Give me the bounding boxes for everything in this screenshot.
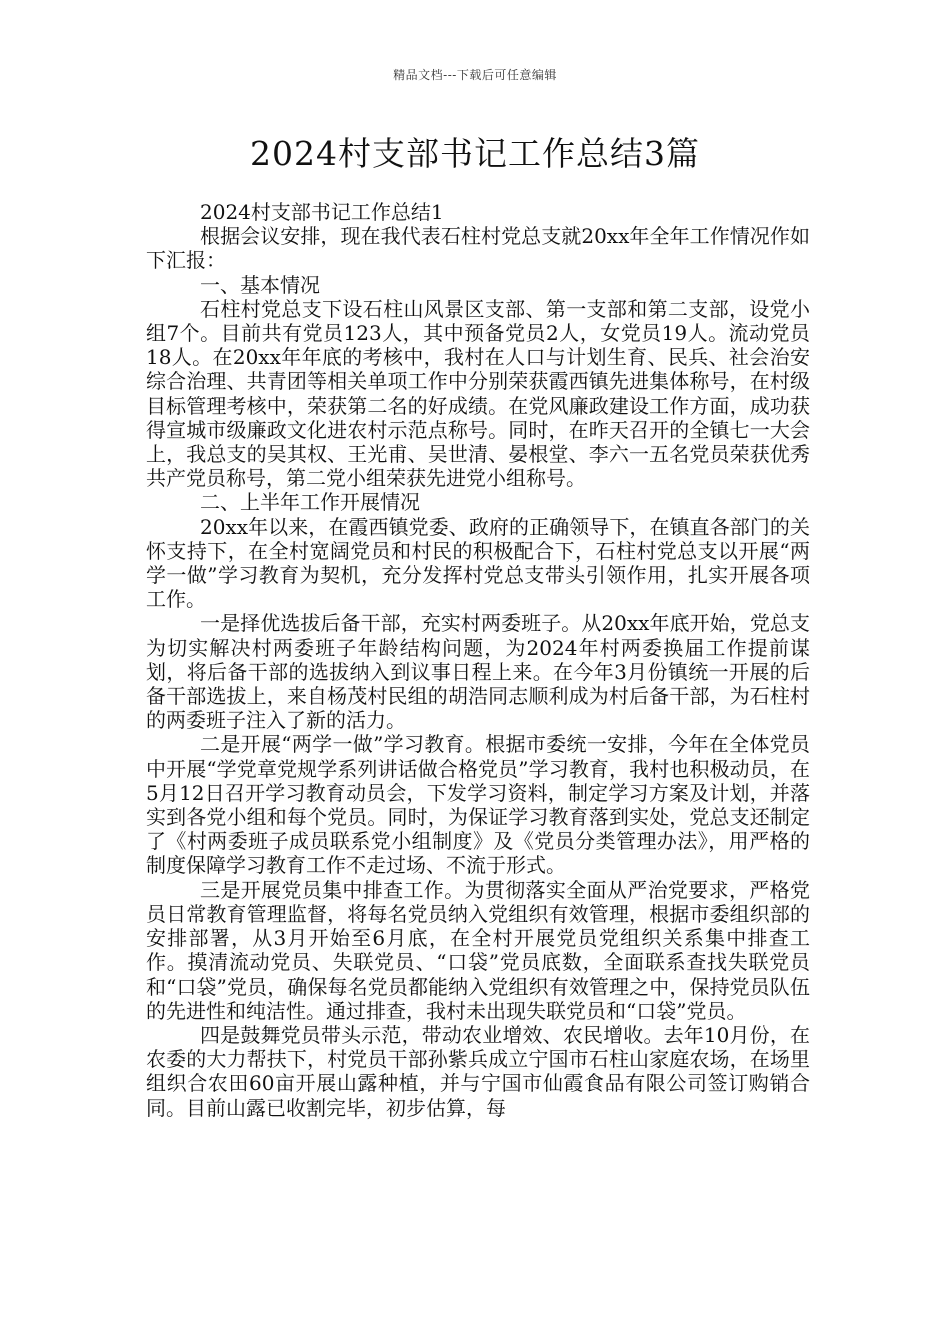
body-paragraph: 二是开展“两学一做”学习教育。根据市委统一安排，今年在全体党员中开展“学党章党规学系列讲话做合格党员”学习教育，我村也积极动员，在5月12日召开学习教育动员会，下发学习资料，制定学习方案及计划，并落实到各党小组和每个党员。同时，为保证学习教育落到实处，党总支还制定了《村两委班子成员联系党小组制度》及《党员分类管理办法》，用严格的制度保障学习教育工作不走过场、不流于形式。 <box>146 732 810 878</box>
body-paragraph: 根据会议安排，现在我代表石柱村党总支就20xx年全年工作情况作如下汇报： <box>146 224 810 273</box>
body-paragraph: 三是开展党员集中排查工作。为贯彻落实全面从严治党要求，严格党员日常教育管理监督，将每名党员纳入党组织有效管理，根据市委组织部的安排部署，从3月开始至6月底，在全村开展党员党组织关系集中排查工作。摸清流动党员、失联党员、“口袋”党员底数，全面联系查找失联党员和“口袋”党员，确保每名党员都能纳入党组织有效管理之中，保持党员队伍的先进性和纯洁性。通过排查，我村未出现失联党员和“口袋”党员。 <box>146 877 810 1023</box>
section-heading: 二、上半年工作开展情况 <box>200 490 420 515</box>
document-title: 2024村支部书记工作总结3篇 <box>250 134 700 173</box>
header-note: 精品文档---下载后可任意编辑 <box>393 68 557 82</box>
section-heading: 一、基本情况 <box>200 272 320 297</box>
body-paragraph: 石柱村党总支下设石柱山风景区支部、第一支部和第二支部，设党小组7个。目前共有党员123人，其中预备党员2人，女党员19人。流动党员18人。在20xx年年底的考核中，我村在人口与计划生育、民兵、社会治安综合治理、共青团等相关单项工作中分别荣获霞西镇先进集体称号，在村级目标管理考核中，荣获第二名的好成绩。在党风廉政建设工作方面，成功获得宣城市级廉政文化进农村示范点称号。同时，在昨天召开的全镇七一大会上，我总支的吴其权、王光甫、吴世清、晏根堂、李六一五名党员荣获优秀共产党员称号，第二党小组荣获先进党小组称号。 <box>146 296 810 491</box>
body-paragraph: 一是择优选拔后备干部，充实村两委班子。从20xx年底开始，党总支为切实解决村两委班子年龄结构问题，为2024年村两委换届工作提前谋划，将后备干部的选拔纳入到议事日程上来。在今年3月份镇统一开展的后备干部选拔上，来自杨茂村民组的胡浩同志顺利成为村后备干部，为石柱村的两委班子注入了新的活力。 <box>146 611 810 733</box>
document-body <box>146 200 810 1120</box>
body-paragraph: 四是鼓舞党员带头示范，带动农业增效、农民增收。去年10月份，在农委的大力帮扶下，村党员干部孙紫兵成立宁国市石柱山家庭农场，在场里组织合农田60亩开展山露种植，并与宁国市仙霞食品有限公司签订购销合同。目前山露已收割完毕，初步估算，每 <box>146 1022 810 1120</box>
body-paragraph: 20xx年以来，在霞西镇党委、政府的正确领导下，在镇直各部门的关怀支持下，在全村宽阔党员和村民的积极配合下，石柱村党总支以开展“两学一做”学习教育为契机，充分发挥村党总支带头引领作用，扎实开展各项工作。 <box>146 514 810 612</box>
subtitle-paragraph: 2024村支部书记工作总结1 <box>200 200 444 224</box>
